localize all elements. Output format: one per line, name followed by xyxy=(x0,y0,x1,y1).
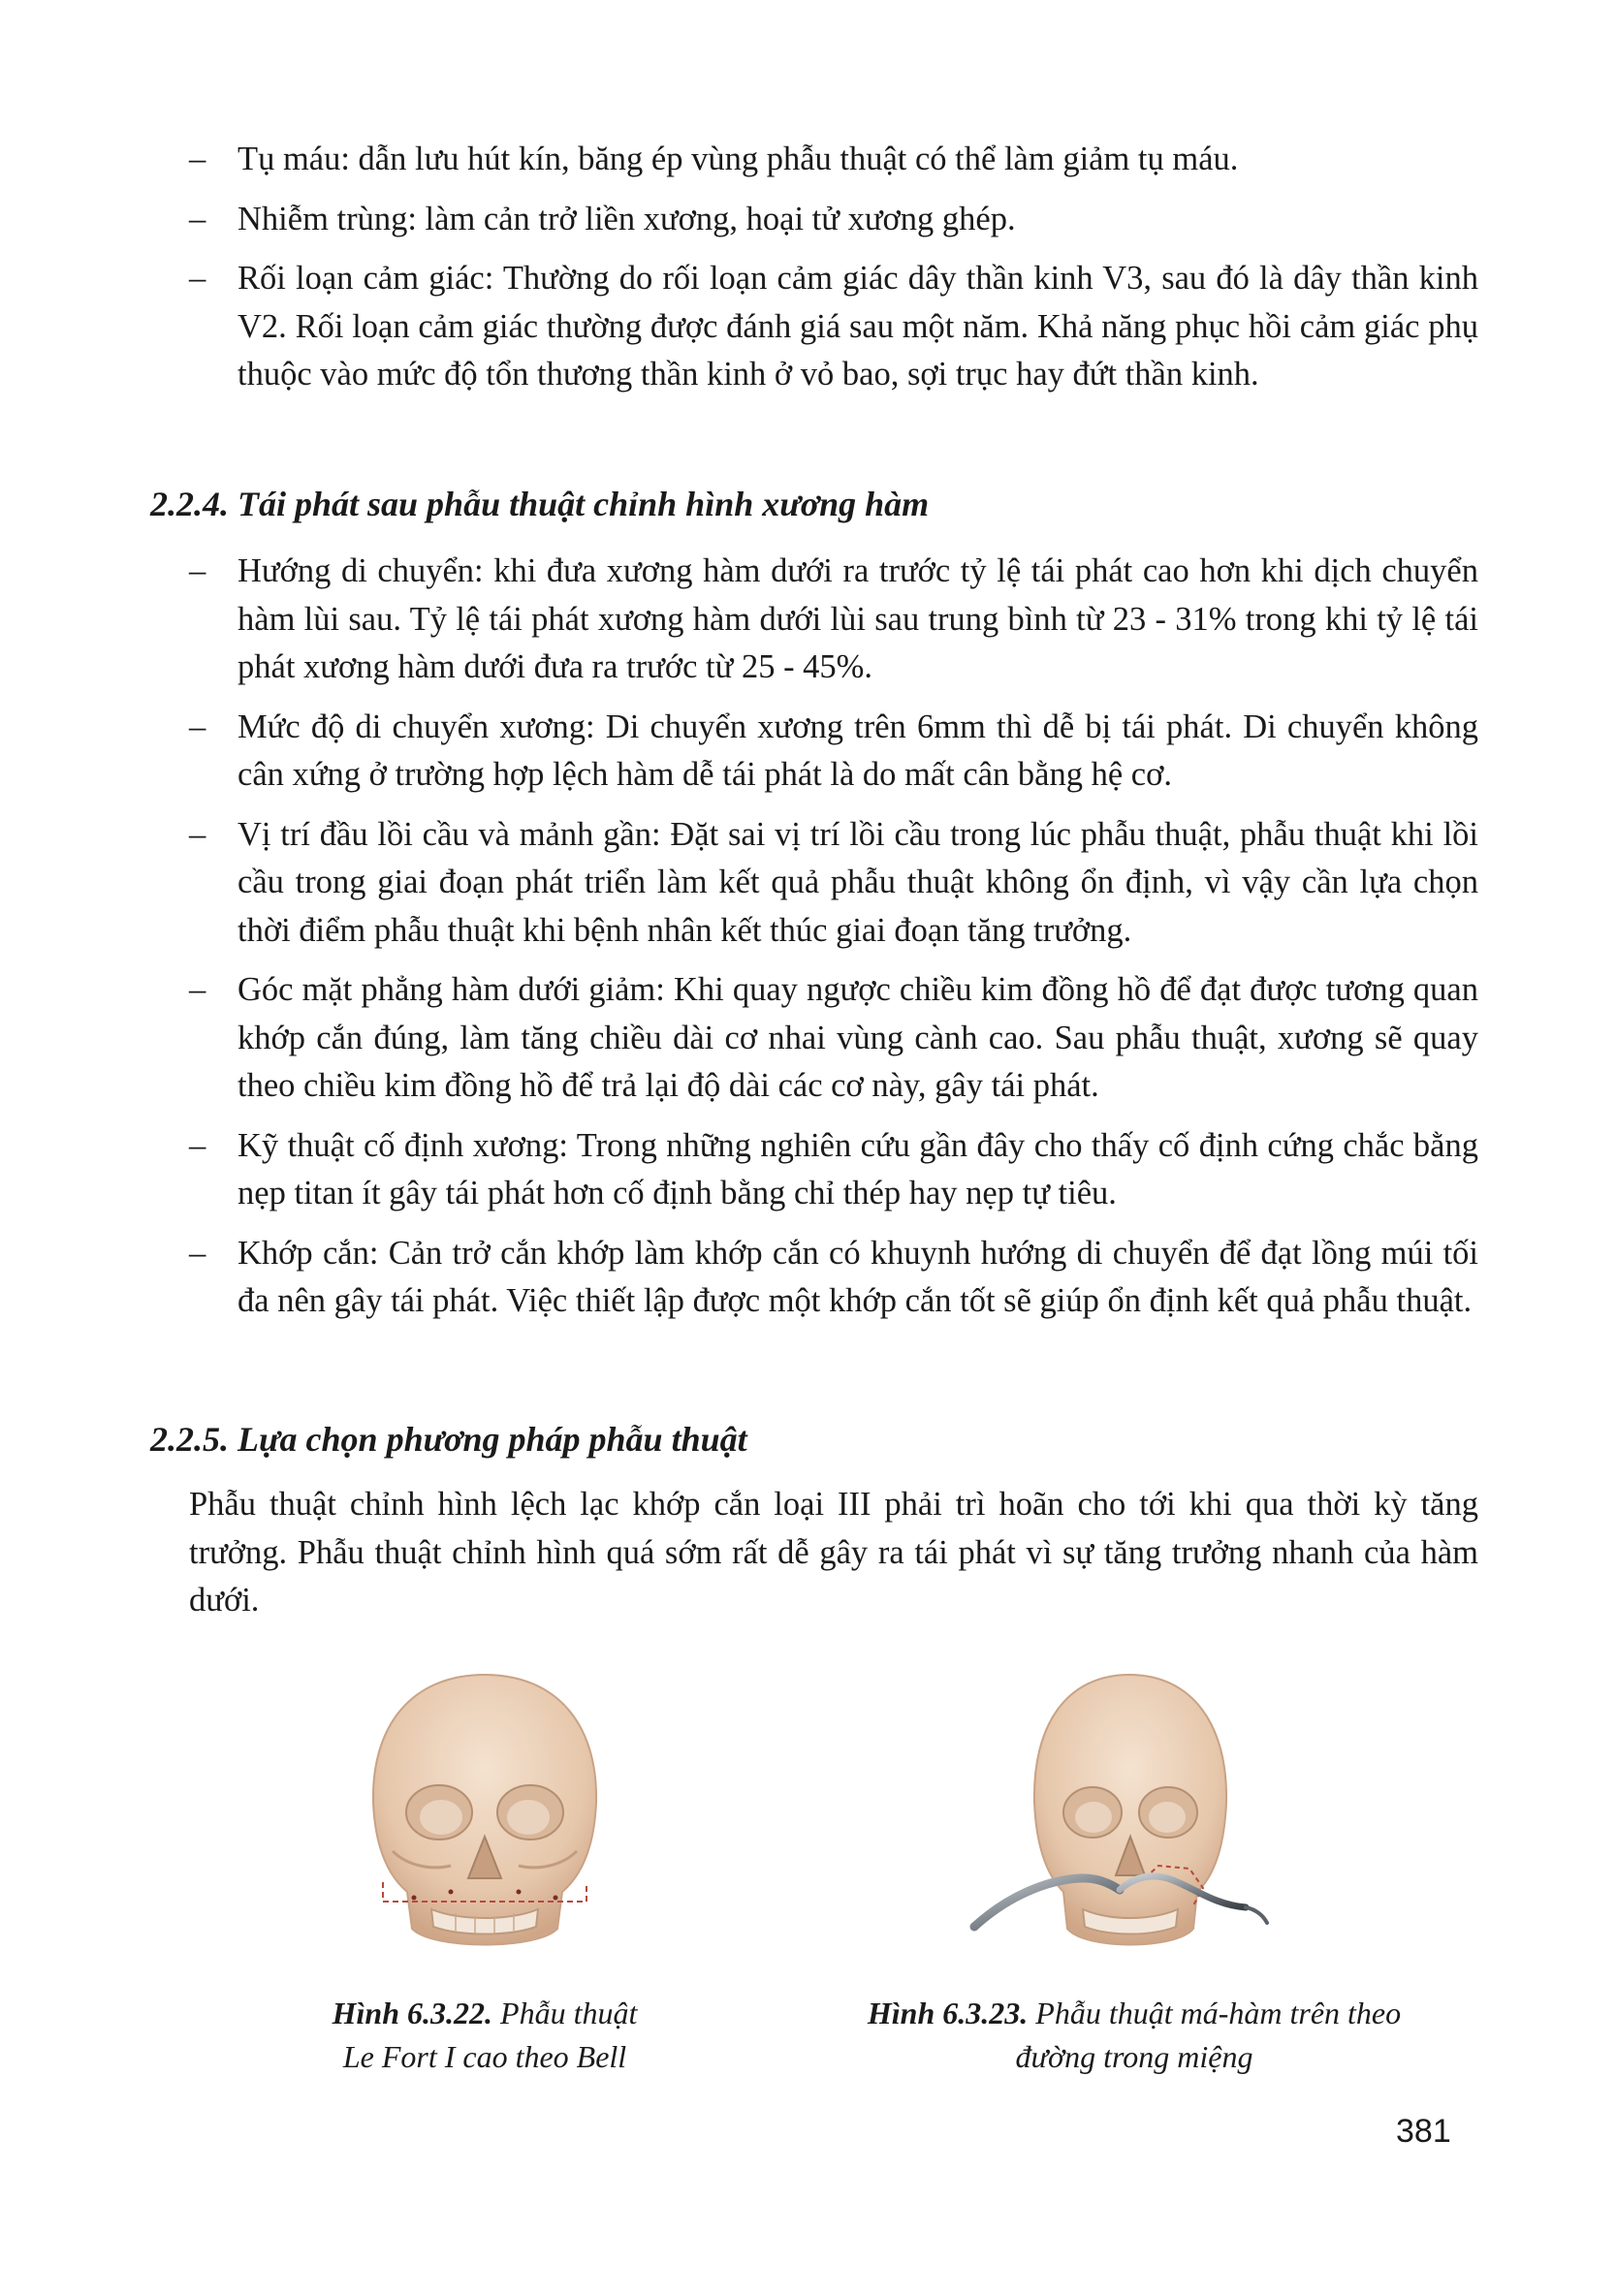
figure-skull-le-fort xyxy=(354,1667,616,1958)
dash-marker: – xyxy=(189,708,206,745)
figure-caption-left xyxy=(252,1992,717,2079)
list-item xyxy=(189,548,1478,692)
dash-marker: – xyxy=(189,552,206,589)
dash-marker: – xyxy=(189,260,206,297)
list-item xyxy=(189,196,1478,244)
dash-marker: – xyxy=(189,1234,206,1272)
caption-text: Phẫu thuật má-hàm trên theo xyxy=(1035,1996,1402,2030)
list-item-text: Góc mặt phẳng hàm dưới giảm: Khi quay ngược chiều kim đồng hồ để đạt được tương quan khớp cắn đúng, làm tăng chiều dài cơ nhai vùng cành cao. Sau phẫu thuật, xương sẽ quay theo chiều kim đồng hồ để trả lại độ dài các cơ này, gây tái phát. xyxy=(238,971,1478,1104)
dash-marker: – xyxy=(189,815,206,853)
caption-line-2: Le Fort I cao theo Bell xyxy=(342,2039,627,2074)
complications-list xyxy=(189,136,1478,411)
page-number: 381 xyxy=(1396,2113,1451,2150)
caption-label: Hình 6.3.23. xyxy=(867,1996,1029,2030)
relapse-list xyxy=(189,548,1478,1337)
caption-line-1 xyxy=(252,1992,717,2035)
dash-marker: – xyxy=(189,141,206,177)
list-item-text: Mức độ di chuyển xương: Di chuyển xương trên 6mm thì dễ bị tái phát. Di chuyển không cân xứng ở trường hợp lệch hàm dễ tái phát là do mất cân bằng hệ cơ. xyxy=(238,708,1478,793)
section-heading-2-2-4: 2.2.4. Tái phát sau phẫu thuật chỉnh hình xương hàm xyxy=(150,485,930,523)
list-item-text: Nhiễm trùng: làm cản trở liền xương, hoại tử xương ghép. xyxy=(238,200,1016,237)
figure-skull-intraoral xyxy=(965,1667,1275,1958)
list-item xyxy=(189,1230,1478,1326)
list-item-text: Rối loạn cảm giác: Thường do rối loạn cảm giác dây thần kinh V3, sau đó là dây thần kinh V2. Rối loạn cảm giác thường được đánh giá sau một năm. Khả năng phục hồi cảm giác phụ thuộc vào mức độ tổn thương thần kinh ở vỏ bao, sợi trục hay đứt thần kinh. xyxy=(238,260,1478,393)
list-item-text: Vị trí đầu lồi cầu và mảnh gần: Đặt sai vị trí lồi cầu trong lúc phẫu thuật, phẫu thuật khi lồi cầu trong giai đoạn phát triển làm kết quả phẫu thuật không ổn định, vì vậy cần lựa chọn thời điểm phẫu thuật khi bệnh nhân kết thúc giai đoạn tăng trưởng. xyxy=(238,815,1478,949)
list-item xyxy=(189,966,1478,1111)
list-item-text: Kỹ thuật cố định xương: Trong những nghiên cứu gần đây cho thấy cố định cứng chắc bằng nẹp titan ít gây tái phát hơn cố định bằng chỉ thép hay nẹp tự tiêu. xyxy=(238,1126,1478,1211)
section-heading-2-2-5: 2.2.5. Lựa chọn phương pháp phẫu thuật xyxy=(150,1420,747,1459)
list-item-text: Tụ máu: dẫn lưu hút kín, băng ép vùng phẫu thuật có thể làm giảm tụ máu. xyxy=(238,141,1239,177)
list-item xyxy=(189,136,1478,184)
caption-line-2: đường trong miệng xyxy=(1015,2039,1253,2074)
list-item-text: Khớp cắn: Cản trở cắn khớp làm khớp cắn có khuynh hướng di chuyển để đạt lồng múi tối đa nên gây tái phát. Việc thiết lập được một khớp cắn tốt sẽ giúp ổn định kết quả phẫu thuật. xyxy=(238,1234,1478,1319)
list-item xyxy=(189,811,1478,956)
list-item xyxy=(189,704,1478,800)
dash-marker: – xyxy=(189,971,206,1008)
skull-illustration-right xyxy=(965,1667,1275,1958)
skull-illustration-left xyxy=(354,1667,616,1958)
caption-label: Hình 6.3.22. xyxy=(332,1996,493,2030)
list-item-text: Hướng di chuyển: khi đưa xương hàm dưới ra trước tỷ lệ tái phát cao hơn khi dịch chuyển hàm lùi sau. Tỷ lệ tái phát xương hàm dưới lùi sau trung bình từ 23 - 31% trong khi tỷ lệ tái phát xương hàm dưới đưa ra trước từ 25 - 45%. xyxy=(238,552,1478,685)
list-item xyxy=(189,255,1478,399)
figure-caption-right xyxy=(834,1992,1435,2079)
list-item xyxy=(189,1122,1478,1218)
section-paragraph: Phẫu thuật chỉnh hình lệch lạc khớp cắn loại III phải trì hoãn cho tới khi qua thời kỳ tăng trưởng. Phẫu thuật chỉnh hình quá sớm rất dễ gây ra tái phát vì sự tăng trưởng nhanh của hàm dưới. xyxy=(189,1486,1478,1619)
dash-marker: – xyxy=(189,200,206,237)
caption-line-1 xyxy=(834,1992,1435,2035)
dash-marker: – xyxy=(189,1126,206,1164)
caption-text: Phẫu thuật xyxy=(500,1996,638,2030)
